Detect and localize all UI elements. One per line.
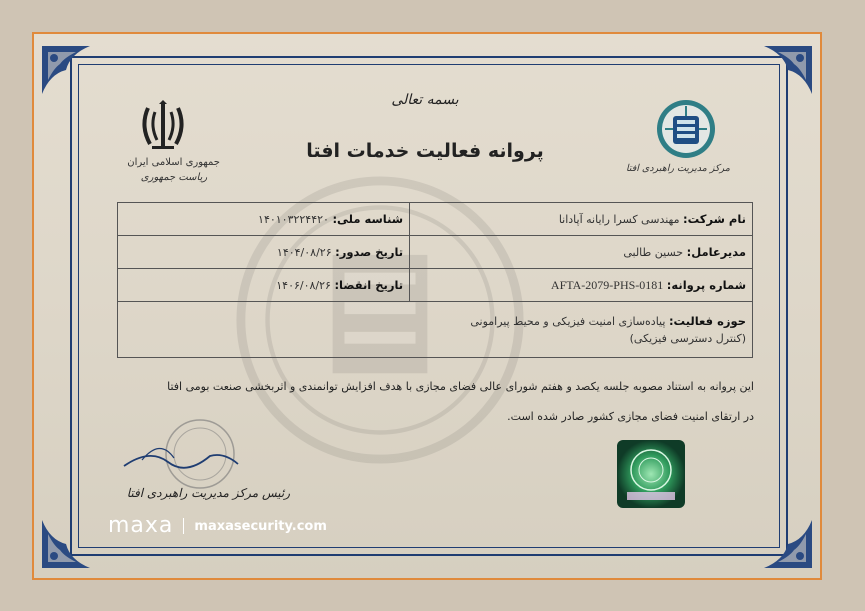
- afta-logo-icon: [655, 98, 717, 160]
- table-row: [118, 269, 753, 302]
- emblem-caption-line1: جمهوری اسلامی ایران: [127, 157, 220, 168]
- expiry-date-cell: [118, 269, 410, 302]
- issue-date-label: تاریخ صدور:: [335, 245, 404, 259]
- ceo-value: حسین طالبی: [623, 246, 684, 259]
- scope-subtitle: (کنترل دسترسی فیزیکی): [629, 332, 746, 345]
- company-cell: [410, 203, 753, 236]
- corner-ornament-bottom-right: [762, 518, 814, 570]
- certificate-title: پروانه فعالیت خدمات افتا: [306, 140, 544, 162]
- brand-watermark: [108, 514, 327, 538]
- corner-ornament-top-left: [40, 44, 92, 96]
- company-label: نام شرکت:: [683, 212, 746, 226]
- hologram-seal-icon: [617, 440, 685, 508]
- signature-caption: رئیس مرکز مدیریت راهبردی افتا: [126, 486, 290, 500]
- corner-ornament-bottom-left: [40, 518, 92, 570]
- table-row: [118, 302, 753, 358]
- ceo-cell: [410, 236, 753, 269]
- company-value: مهندسی کسرا رایانه آپادانا: [558, 213, 680, 226]
- license-number-label: شماره پروانه:: [666, 277, 746, 292]
- scope-value: پیاده‌سازی امنیت فیزیکی و محیط پیرامونی: [470, 315, 666, 328]
- scope-cell: [118, 302, 753, 358]
- afta-logo-caption: مرکز مدیریت راهبردی افتا: [625, 163, 730, 174]
- brand-divider: [183, 518, 184, 534]
- national-id-cell: [118, 203, 410, 236]
- table-row: [118, 236, 753, 269]
- brand-logo: maxa: [108, 513, 174, 538]
- signature-stamp-icon: [120, 418, 250, 496]
- emblem-caption-line2: ریاست جمهوری: [140, 172, 208, 183]
- corner-ornament-top-right: [762, 44, 814, 96]
- issue-date-cell: [118, 236, 410, 269]
- table-row: [118, 203, 753, 236]
- body-text-line2: در ارتقای امنیت فضای مجازی کشور صادر شده است.: [507, 410, 754, 423]
- issue-date-value: ۱۴۰۴/۰۸/۲۶: [276, 246, 332, 259]
- body-text-line1: این پروانه به استناد مصوبه جلسه یکصد و هفتم شورای عالی فضای مجازی با هدف افزایش توانمندی و اثربخشی صنعت بومی افتا: [167, 380, 754, 393]
- basmala-text: بسمه تعالی: [391, 92, 459, 108]
- iran-emblem-icon: [138, 100, 188, 152]
- expiry-date-value: ۱۴۰۶/۰۸/۲۶: [276, 279, 331, 292]
- license-number-cell: [410, 269, 753, 302]
- brand-website-link[interactable]: maxasecurity.com: [194, 518, 327, 534]
- national-id-label: شناسه ملی:: [332, 212, 404, 226]
- license-number-value: AFTA-2079-PHS-0181: [550, 277, 664, 292]
- ceo-label: مدیرعامل:: [686, 245, 746, 259]
- expiry-date-label: تاریخ انقضا:: [334, 278, 404, 292]
- national-id-value: ۱۴۰۱۰۳۲۲۴۴۲۰: [258, 213, 329, 226]
- scope-label: حوزه فعالیت:: [668, 314, 746, 328]
- license-info-table: [117, 202, 753, 358]
